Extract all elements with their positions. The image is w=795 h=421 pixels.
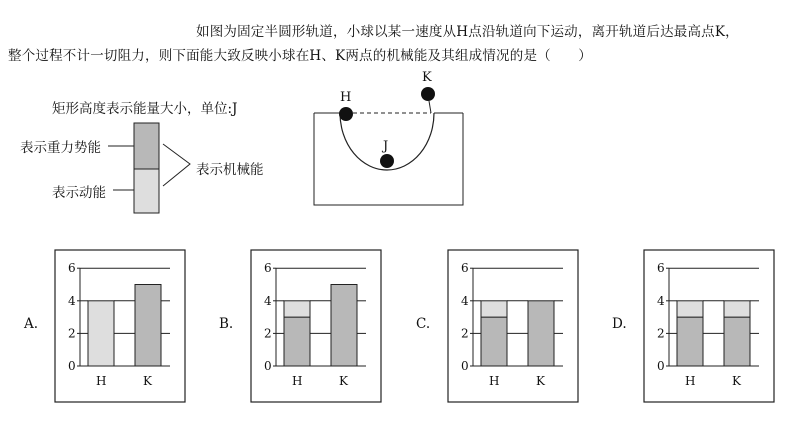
point-j-label: J <box>383 139 389 154</box>
point-k-label: K <box>422 70 432 85</box>
option-c-label[interactable]: C. <box>416 316 431 332</box>
legend-mechanical-label: 表示机械能 <box>196 162 264 178</box>
option-a-y-tick-label: 2 <box>68 326 76 341</box>
option-c-category-k: K <box>536 374 545 388</box>
option-c-bar-h-kinetic <box>481 301 507 317</box>
option-c-bar-h-potential <box>481 317 507 366</box>
option-d-category-h: H <box>685 374 696 388</box>
option-a-y-tick-label: 4 <box>68 293 76 308</box>
option-d-bar-h-potential <box>677 317 703 366</box>
option-d-y-tick-label: 2 <box>657 326 665 341</box>
ball-k <box>421 87 435 101</box>
option-c-y-tick-label: 6 <box>461 261 469 276</box>
option-d-bar-h-kinetic <box>677 301 703 317</box>
option-a-category-k: K <box>143 374 152 388</box>
option-d-y-tick-label: 0 <box>657 359 665 373</box>
option-c-y-tick-label: 4 <box>461 293 469 308</box>
option-b-y-tick-label: 6 <box>264 261 272 276</box>
option-b-label[interactable]: B. <box>219 316 234 332</box>
option-b-category-h: H <box>292 374 303 388</box>
option-c-category-h: H <box>489 374 500 388</box>
trajectory-to-k <box>429 101 431 113</box>
legend-potential-rect <box>134 123 159 169</box>
question-line-1: 如图为固定半圆形轨道，小球以某一速度从H点沿轨道向下运动，离开轨道后达最高点K， <box>196 24 739 40</box>
option-a-y-tick-label: 0 <box>68 359 76 373</box>
option-b-category-k: K <box>339 374 348 388</box>
legend-mechanical-bracket <box>163 144 190 186</box>
option-d-bar-k-potential <box>724 317 750 366</box>
option-d-category-k: K <box>732 374 741 388</box>
option-a-bar-k-potential <box>135 285 161 367</box>
legend-kinetic-rect <box>134 169 159 213</box>
option-d-label[interactable]: D. <box>612 316 627 332</box>
option-a-y-tick-label: 6 <box>68 261 76 276</box>
ball-j <box>380 154 394 168</box>
option-a-category-h: H <box>96 374 107 388</box>
option-b-y-tick-label: 2 <box>264 326 272 341</box>
ball-h <box>339 107 353 121</box>
option-b-y-tick-label: 0 <box>264 359 272 373</box>
option-d-y-tick-label: 6 <box>657 261 665 276</box>
option-a-label[interactable]: A. <box>24 316 39 332</box>
legend-bar <box>108 123 190 213</box>
question-line-2: 整个过程不计一切阻力，则下面能大致反映小球在H、K两点的机械能及其组成情况的是（ ） <box>8 48 592 64</box>
option-a-bar-h-kinetic <box>88 301 114 366</box>
option-b-y-tick-label: 4 <box>264 293 272 308</box>
option-b-bar-k-potential <box>331 285 357 367</box>
option-d-bar-k-kinetic <box>724 301 750 317</box>
track-figure <box>314 70 463 205</box>
legend-kinetic-label: 表示动能 <box>52 185 106 201</box>
option-d-y-tick-label: 4 <box>657 293 665 308</box>
point-h-label: H <box>340 90 352 105</box>
option-b-bar-h-potential <box>284 317 310 366</box>
option-c-bar-k-potential <box>528 301 554 366</box>
option-c-y-tick-label: 2 <box>461 326 469 341</box>
legend-title: 矩形高度表示能量大小，单位:J <box>52 101 238 117</box>
option-b-bar-h-kinetic <box>284 301 310 317</box>
option-c-y-tick-label: 0 <box>461 359 469 373</box>
legend-potential-label: 表示重力势能 <box>20 140 101 156</box>
